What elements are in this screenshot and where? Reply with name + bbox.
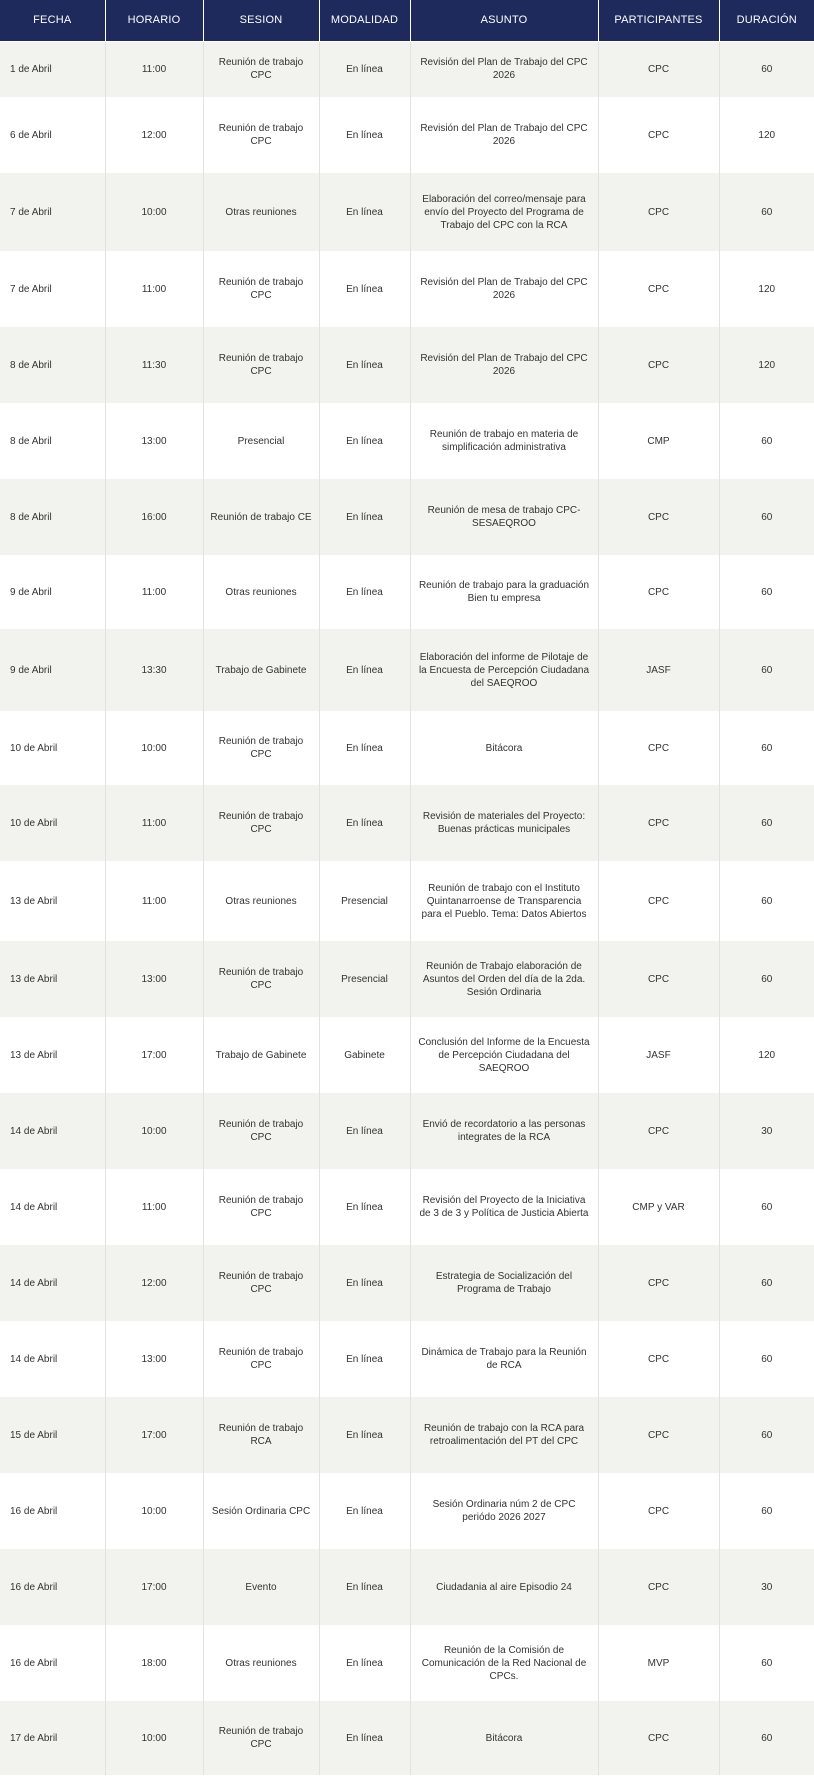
cell-fecha: 14 de Abril [0, 1245, 105, 1321]
cell-modalidad: En línea [319, 1169, 410, 1245]
cell-modalidad: Presencial [319, 941, 410, 1017]
cell-horario: 17:00 [105, 1017, 203, 1093]
cell-asunto: Bitácora [410, 1701, 598, 1775]
table-row [0, 479, 814, 555]
cell-sesion: Reunión de trabajo CPC [203, 941, 319, 1017]
cell-fecha: 10 de Abril [0, 785, 105, 861]
table-row [0, 1397, 814, 1473]
table-row [0, 1169, 814, 1245]
cell-modalidad: En línea [319, 1321, 410, 1397]
cell-sesion: Presencial [203, 403, 319, 479]
cell-duracion: 60 [761, 1429, 773, 1441]
cell-fecha: 6 de Abril [0, 97, 105, 173]
cell-sesion: Reunión de trabajo CPC [203, 97, 319, 173]
cell-modalidad: En línea [319, 1397, 410, 1473]
cell-duracion: 60 [761, 1353, 773, 1365]
cell-participantes: CPC [598, 1093, 719, 1169]
cell-modalidad: En línea [319, 479, 410, 555]
cell-duracion: 60 [761, 1277, 773, 1289]
cell-asunto: Elaboración del correo/mensaje para envío del Proyecto del Programa de Trabajo del CPC con la RCA [410, 173, 598, 251]
cell-asunto: Dinámica de Trabajo para la Reunión de RCA [410, 1321, 598, 1397]
table-row [0, 1473, 814, 1549]
table-row [0, 251, 814, 327]
cell-asunto: Elaboración del informe de Pilotaje de la Encuesta de Percepción Ciudadana del SAEQROO [410, 629, 598, 711]
cell-duracion: 60 [761, 973, 773, 985]
cell-participantes: CPC [598, 41, 719, 97]
cell-sesion: Reunión de trabajo CPC [203, 711, 319, 785]
cell-horario: 11:30 [105, 327, 203, 403]
cell-fecha: 14 de Abril [0, 1169, 105, 1245]
cell-participantes: CPC [598, 173, 719, 251]
cell-horario: 17:00 [105, 1549, 203, 1625]
cell-sesion: Trabajo de Gabinete [203, 629, 319, 711]
cell-horario: 10:00 [105, 711, 203, 785]
cell-fecha: 13 de Abril [0, 861, 105, 941]
cell-fecha: 1 de Abril [0, 41, 105, 97]
cell-participantes: CMP [598, 403, 719, 479]
cell-fecha: 9 de Abril [0, 629, 105, 711]
cell-participantes: CPC [598, 251, 719, 327]
cell-modalidad: En línea [319, 251, 410, 327]
cell-fecha: 16 de Abril [0, 1473, 105, 1549]
cell-asunto: Reunión de trabajo con el Instituto Quintanarroense de Transparencia para el Pueblo. Tema: Datos Abiertos [410, 861, 598, 941]
cell-horario: 11:00 [105, 555, 203, 629]
cell-sesion: Reunión de trabajo CPC [203, 1701, 319, 1775]
cell-horario: 11:00 [105, 41, 203, 97]
cell-asunto: Reunión de Trabajo elaboración de Asuntos del Orden del día de la 2da. Sesión Ordinaria [410, 941, 598, 1017]
cell-modalidad: En línea [319, 403, 410, 479]
table-row [0, 711, 814, 785]
cell-fecha: 13 de Abril [0, 1017, 105, 1093]
cell-modalidad: En línea [319, 629, 410, 711]
cell-participantes: CPC [598, 1245, 719, 1321]
table-row [0, 555, 814, 629]
cell-horario: 10:00 [105, 173, 203, 251]
cell-asunto: Ciudadania al aire Episodio 24 [410, 1549, 598, 1625]
cell-sesion: Reunión de trabajo CPC [203, 1169, 319, 1245]
cell-duracion: 60 [761, 1201, 773, 1213]
cell-horario: 10:00 [105, 1093, 203, 1169]
header-asunto: ASUNTO [410, 0, 598, 41]
cell-modalidad: En línea [319, 1245, 410, 1321]
cell-participantes: CPC [598, 711, 719, 785]
cell-modalidad: En línea [319, 1093, 410, 1169]
cell-asunto: Envió de recordatorio a las personas integrates de la RCA [410, 1093, 598, 1169]
cell-fecha: 10 de Abril [0, 711, 105, 785]
cell-duracion: 60 [761, 1657, 773, 1669]
cell-duracion: 120 [758, 1049, 776, 1061]
table-row [0, 1321, 814, 1397]
header-horario: HORARIO [105, 0, 203, 41]
table-row [0, 1701, 814, 1775]
cell-asunto: Reunión de la Comisión de Comunicación de la Red Nacional de CPCs. [410, 1625, 598, 1701]
cell-duracion: 30 [761, 1581, 773, 1593]
cell-duracion: 60 [761, 742, 773, 754]
cell-asunto: Bitácora [410, 711, 598, 785]
cell-duracion: 120 [758, 129, 776, 141]
cell-sesion: Reunión de trabajo CPC [203, 1321, 319, 1397]
cell-sesion: Reunión de trabajo RCA [203, 1397, 319, 1473]
cell-duracion: 60 [761, 63, 773, 75]
cell-modalidad: En línea [319, 327, 410, 403]
cell-horario: 13:00 [105, 1321, 203, 1397]
cell-asunto: Revisión del Plan de Trabajo del CPC 2026 [410, 251, 598, 327]
cell-duracion: 60 [761, 586, 773, 598]
cell-participantes: CPC [598, 1473, 719, 1549]
cell-sesion: Sesión Ordinaria CPC [203, 1473, 319, 1549]
cell-modalidad: En línea [319, 1625, 410, 1701]
cell-horario: 10:00 [105, 1701, 203, 1775]
cell-horario: 11:00 [105, 861, 203, 941]
cell-modalidad: En línea [319, 711, 410, 785]
cell-participantes: CPC [598, 861, 719, 941]
cell-horario: 16:00 [105, 479, 203, 555]
cell-horario: 11:00 [105, 251, 203, 327]
table-row [0, 1245, 814, 1321]
cell-asunto: Reunión de trabajo para la graduación Bien tu empresa [410, 555, 598, 629]
cell-asunto: Revisión del Plan de Trabajo del CPC 2026 [410, 97, 598, 173]
cell-fecha: 14 de Abril [0, 1093, 105, 1169]
cell-asunto: Revisión del Plan de Trabajo del CPC 2026 [410, 327, 598, 403]
cell-duracion: 30 [761, 1125, 773, 1137]
cell-fecha: 14 de Abril [0, 1321, 105, 1397]
cell-fecha: 16 de Abril [0, 1549, 105, 1625]
table-row [0, 403, 814, 479]
cell-horario: 13:00 [105, 403, 203, 479]
cell-asunto: Revisión del Plan de Trabajo del CPC 2026 [410, 41, 598, 97]
cell-duracion: 60 [761, 1505, 773, 1517]
cell-fecha: 17 de Abril [0, 1701, 105, 1775]
cell-horario: 10:00 [105, 1473, 203, 1549]
cell-modalidad: En línea [319, 555, 410, 629]
cell-sesion: Otras reuniones [203, 173, 319, 251]
cell-participantes: CPC [598, 785, 719, 861]
cell-asunto: Reunión de mesa de trabajo CPC-SESAEQROO [410, 479, 598, 555]
table-row [0, 941, 814, 1017]
cell-participantes: CPC [598, 1397, 719, 1473]
cell-participantes: CMP y VAR [598, 1169, 719, 1245]
cell-modalidad: En línea [319, 785, 410, 861]
cell-participantes: CPC [598, 97, 719, 173]
cell-fecha: 15 de Abril [0, 1397, 105, 1473]
cell-duracion: 60 [761, 206, 773, 218]
cell-duracion: 60 [761, 511, 773, 523]
cell-duracion: 60 [761, 664, 773, 676]
cell-sesion: Evento [203, 1549, 319, 1625]
cell-modalidad: En línea [319, 173, 410, 251]
cell-asunto: Reunión de trabajo con la RCA para retroalimentación del PT del CPC [410, 1397, 598, 1473]
cell-modalidad: En línea [319, 1549, 410, 1625]
cell-fecha: 9 de Abril [0, 555, 105, 629]
table-row [0, 785, 814, 861]
cell-fecha: 8 de Abril [0, 479, 105, 555]
cell-modalidad: En línea [319, 1701, 410, 1775]
cell-duracion: 60 [761, 817, 773, 829]
cell-participantes: CPC [598, 941, 719, 1017]
table-row [0, 861, 814, 941]
cell-participantes: CPC [598, 555, 719, 629]
table-row [0, 1017, 814, 1093]
cell-horario: 11:00 [105, 785, 203, 861]
cell-horario: 18:00 [105, 1625, 203, 1701]
cell-fecha: 8 de Abril [0, 403, 105, 479]
table-row [0, 173, 814, 251]
table-row [0, 629, 814, 711]
cell-duracion: 60 [761, 435, 773, 447]
cell-horario: 12:00 [105, 97, 203, 173]
cell-asunto: Estrategia de Socialización del Programa de Trabajo [410, 1245, 598, 1321]
table-row [0, 97, 814, 173]
cell-asunto: Reunión de trabajo en materia de simplificación administrativa [410, 403, 598, 479]
cell-participantes: CPC [598, 327, 719, 403]
table-header-row [0, 0, 814, 41]
cell-sesion: Otras reuniones [203, 555, 319, 629]
cell-sesion: Reunión de trabajo CPC [203, 785, 319, 861]
cell-sesion: Otras reuniones [203, 861, 319, 941]
cell-duracion: 120 [758, 283, 776, 295]
cell-modalidad: Gabinete [319, 1017, 410, 1093]
cell-modalidad: En línea [319, 1473, 410, 1549]
cell-sesion: Reunión de trabajo CPC [203, 327, 319, 403]
cell-fecha: 16 de Abril [0, 1625, 105, 1701]
cell-sesion: Trabajo de Gabinete [203, 1017, 319, 1093]
cell-sesion: Otras reuniones [203, 1625, 319, 1701]
cell-participantes: CPC [598, 1321, 719, 1397]
cell-asunto: Revisión de materiales del Proyecto: Buenas prácticas municipales [410, 785, 598, 861]
cell-duracion: 60 [761, 895, 773, 907]
cell-sesion: Reunión de trabajo CE [203, 479, 319, 555]
cell-duracion: 60 [761, 1732, 773, 1744]
table-row [0, 1625, 814, 1701]
cell-participantes: JASF [598, 1017, 719, 1093]
cell-fecha: 13 de Abril [0, 941, 105, 1017]
cell-participantes: CPC [598, 1549, 719, 1625]
header-modalidad: MODALIDAD [319, 0, 410, 41]
cell-horario: 12:00 [105, 1245, 203, 1321]
cell-sesion: Reunión de trabajo CPC [203, 1093, 319, 1169]
cell-modalidad: En línea [319, 41, 410, 97]
cell-modalidad: Presencial [319, 861, 410, 941]
cell-participantes: JASF [598, 629, 719, 711]
cell-fecha: 7 de Abril [0, 251, 105, 327]
cell-horario: 13:30 [105, 629, 203, 711]
table-row [0, 327, 814, 403]
header-duracion: DURACIÓN [719, 0, 814, 41]
cell-asunto: Sesión Ordinaria núm 2 de CPC periódo 2026 2027 [410, 1473, 598, 1549]
cell-horario: 17:00 [105, 1397, 203, 1473]
cell-fecha: 8 de Abril [0, 327, 105, 403]
cell-asunto: Revisión del Proyecto de la Iniciativa de 3 de 3 y Política de Justicia Abierta [410, 1169, 598, 1245]
header-participantes: PARTICIPANTES [598, 0, 719, 41]
cell-participantes: CPC [598, 1701, 719, 1775]
cell-fecha: 7 de Abril [0, 173, 105, 251]
table-row [0, 1093, 814, 1169]
header-fecha: FECHA [0, 0, 105, 41]
cell-sesion: Reunión de trabajo CPC [203, 251, 319, 327]
cell-horario: 11:00 [105, 1169, 203, 1245]
cell-asunto: Conclusión del Informe de la Encuesta de Percepción Ciudadana del SAEQROO [410, 1017, 598, 1093]
table-row [0, 41, 814, 97]
cell-participantes: MVP [598, 1625, 719, 1701]
cell-horario: 13:00 [105, 941, 203, 1017]
cell-sesion: Reunión de trabajo CPC [203, 1245, 319, 1321]
cell-sesion: Reunión de trabajo CPC [203, 41, 319, 97]
cell-participantes: CPC [598, 479, 719, 555]
cell-duracion: 120 [758, 359, 776, 371]
cell-modalidad: En línea [319, 97, 410, 173]
header-sesion: SESION [203, 0, 319, 41]
table-row [0, 1549, 814, 1625]
